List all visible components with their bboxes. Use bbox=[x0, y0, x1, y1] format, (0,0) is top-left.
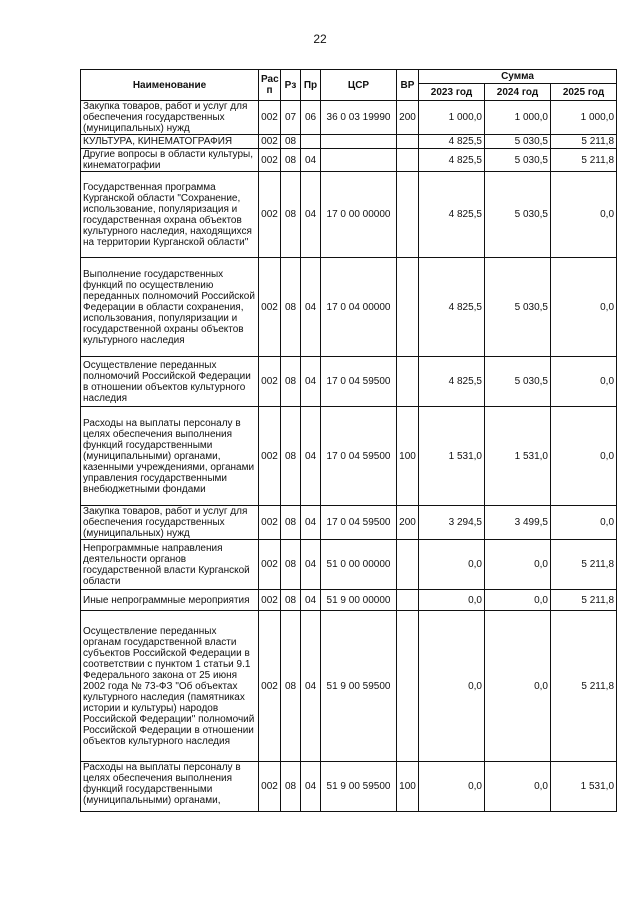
row-amount-2025: 0,0 bbox=[551, 357, 617, 407]
row-name: Непрограммные направления деятельности органов государственной власти Курганской области bbox=[81, 540, 259, 590]
header-rz: Рз bbox=[281, 70, 301, 101]
row-rz: 08 bbox=[281, 258, 301, 357]
row-ras: 002 bbox=[259, 172, 281, 258]
row-amount-2025: 5 211,8 bbox=[551, 590, 617, 611]
row-vr bbox=[397, 172, 419, 258]
table-row bbox=[81, 172, 617, 258]
row-amount-2024: 0,0 bbox=[485, 590, 551, 611]
row-rz: 08 bbox=[281, 762, 301, 812]
row-amount-2025: 5 211,8 bbox=[551, 149, 617, 172]
row-amount-2025: 5 211,8 bbox=[551, 611, 617, 762]
row-amount-2023: 4 825,5 bbox=[419, 149, 485, 172]
row-amount-2024: 3 499,5 bbox=[485, 506, 551, 540]
row-amount-2024: 5 030,5 bbox=[485, 357, 551, 407]
row-ras: 002 bbox=[259, 135, 281, 149]
row-pr: 04 bbox=[301, 172, 321, 258]
row-csr: 17 0 04 00000 bbox=[321, 258, 397, 357]
row-ras: 002 bbox=[259, 590, 281, 611]
row-amount-2023: 1 000,0 bbox=[419, 101, 485, 135]
row-pr: 06 bbox=[301, 101, 321, 135]
row-name: Осуществление переданных органам государственной власти субъектов Российской Федерации в соответствии с пунктом 1 статьи 9.1 Федерального закона от 25 июня 2002 года № 73-ФЗ "Об объектах культурного наследия (памятниках истории и культуры) народов Российской Федерации" полномочий Российской Федерации в отношении объектов культурного наследия bbox=[81, 611, 259, 762]
row-rz: 08 bbox=[281, 135, 301, 149]
row-amount-2025: 5 211,8 bbox=[551, 135, 617, 149]
row-pr: 04 bbox=[301, 506, 321, 540]
row-amount-2024: 5 030,5 bbox=[485, 149, 551, 172]
row-pr: 04 bbox=[301, 149, 321, 172]
row-ras: 002 bbox=[259, 506, 281, 540]
row-amount-2023: 0,0 bbox=[419, 540, 485, 590]
row-amount-2025: 0,0 bbox=[551, 506, 617, 540]
table-row bbox=[81, 101, 617, 135]
row-name: Осуществление переданных полномочий Российской Федерации в отношении объектов культурного наследия bbox=[81, 357, 259, 407]
row-vr bbox=[397, 357, 419, 407]
row-amount-2025: 1 531,0 bbox=[551, 762, 617, 812]
row-ras: 002 bbox=[259, 540, 281, 590]
row-csr: 51 9 00 59500 bbox=[321, 762, 397, 812]
row-vr bbox=[397, 149, 419, 172]
row-ras: 002 bbox=[259, 611, 281, 762]
row-amount-2023: 4 825,5 bbox=[419, 357, 485, 407]
row-csr: 17 0 00 00000 bbox=[321, 172, 397, 258]
row-pr: 04 bbox=[301, 590, 321, 611]
row-vr: 200 bbox=[397, 101, 419, 135]
row-rz: 08 bbox=[281, 172, 301, 258]
row-amount-2024: 1 531,0 bbox=[485, 407, 551, 506]
row-amount-2025: 5 211,8 bbox=[551, 540, 617, 590]
row-vr bbox=[397, 258, 419, 357]
table-row bbox=[81, 357, 617, 407]
row-ras: 002 bbox=[259, 101, 281, 135]
row-ras: 002 bbox=[259, 149, 281, 172]
row-vr: 100 bbox=[397, 762, 419, 812]
header-pr: Пр bbox=[301, 70, 321, 101]
row-name: Выполнение государственных функций по осуществлению переданных полномочий Российской Федерации в области сохранения, использования, популяризации и государственной охраны объектов культурного наследия bbox=[81, 258, 259, 357]
row-pr: 04 bbox=[301, 357, 321, 407]
row-name: Другие вопросы в области культуры, кинематографии bbox=[81, 149, 259, 172]
row-vr bbox=[397, 611, 419, 762]
row-name: Расходы на выплаты персоналу в целях обеспечения выполнения функций государственными (муниципальными) органами, казенными учреждениями, органами управления государственными внебюджетными фондами bbox=[81, 407, 259, 506]
row-amount-2023: 1 531,0 bbox=[419, 407, 485, 506]
row-amount-2024: 5 030,5 bbox=[485, 172, 551, 258]
row-ras: 002 bbox=[259, 762, 281, 812]
header-name: Наименование bbox=[81, 70, 259, 101]
row-amount-2023: 0,0 bbox=[419, 611, 485, 762]
row-name: Расходы на выплаты персоналу в целях обеспечения выполнения функций государственными (муниципальными) органами, bbox=[81, 762, 259, 812]
row-vr: 100 bbox=[397, 407, 419, 506]
row-pr: 04 bbox=[301, 407, 321, 506]
row-vr bbox=[397, 540, 419, 590]
row-ras: 002 bbox=[259, 407, 281, 506]
row-rz: 08 bbox=[281, 540, 301, 590]
row-amount-2024: 0,0 bbox=[485, 611, 551, 762]
row-csr: 51 0 00 00000 bbox=[321, 540, 397, 590]
row-pr: 04 bbox=[301, 762, 321, 812]
row-csr: 17 0 04 59500 bbox=[321, 506, 397, 540]
row-amount-2025: 0,0 bbox=[551, 172, 617, 258]
row-csr bbox=[321, 135, 397, 149]
table-row bbox=[81, 540, 617, 590]
table-body bbox=[81, 101, 617, 812]
row-name: Закупка товаров, работ и услуг для обеспечения государственных (муниципальных) нужд bbox=[81, 101, 259, 135]
header-vr: ВР bbox=[397, 70, 419, 101]
row-csr: 36 0 03 19990 bbox=[321, 101, 397, 135]
row-amount-2025: 0,0 bbox=[551, 407, 617, 506]
row-rz: 08 bbox=[281, 407, 301, 506]
table-row bbox=[81, 149, 617, 172]
header-ras: Рас п bbox=[259, 70, 281, 101]
row-pr: 04 bbox=[301, 611, 321, 762]
row-rz: 08 bbox=[281, 357, 301, 407]
row-rz: 08 bbox=[281, 506, 301, 540]
table-row bbox=[81, 611, 617, 762]
row-pr: 04 bbox=[301, 540, 321, 590]
row-amount-2023: 0,0 bbox=[419, 590, 485, 611]
header-csr: ЦСР bbox=[321, 70, 397, 101]
table-row bbox=[81, 135, 617, 149]
header-year-2024: 2024 год bbox=[485, 84, 551, 101]
row-csr: 51 9 00 59500 bbox=[321, 611, 397, 762]
table-row bbox=[81, 506, 617, 540]
row-csr bbox=[321, 149, 397, 172]
table-row bbox=[81, 590, 617, 611]
budget-table bbox=[80, 69, 617, 812]
header-year-2025: 2025 год bbox=[551, 84, 617, 101]
table-row bbox=[81, 407, 617, 506]
row-amount-2023: 0,0 bbox=[419, 762, 485, 812]
page-number: 22 bbox=[313, 32, 327, 46]
row-rz: 08 bbox=[281, 590, 301, 611]
row-vr bbox=[397, 590, 419, 611]
row-csr: 17 0 04 59500 bbox=[321, 407, 397, 506]
table-row bbox=[81, 258, 617, 357]
row-pr: 04 bbox=[301, 258, 321, 357]
row-ras: 002 bbox=[259, 258, 281, 357]
row-vr: 200 bbox=[397, 506, 419, 540]
row-amount-2024: 0,0 bbox=[485, 762, 551, 812]
row-name: КУЛЬТУРА, КИНЕМАТОГРАФИЯ bbox=[81, 135, 259, 149]
row-rz: 08 bbox=[281, 149, 301, 172]
row-amount-2023: 3 294,5 bbox=[419, 506, 485, 540]
header-year-2023: 2023 год bbox=[419, 84, 485, 101]
row-amount-2023: 4 825,5 bbox=[419, 258, 485, 357]
row-rz: 08 bbox=[281, 611, 301, 762]
table-row bbox=[81, 762, 617, 812]
row-csr: 17 0 04 59500 bbox=[321, 357, 397, 407]
header-sum: Сумма bbox=[419, 70, 617, 84]
row-name: Иные непрограммные мероприятия bbox=[81, 590, 259, 611]
row-amount-2024: 5 030,5 bbox=[485, 258, 551, 357]
row-amount-2023: 4 825,5 bbox=[419, 135, 485, 149]
row-vr bbox=[397, 135, 419, 149]
row-amount-2025: 1 000,0 bbox=[551, 101, 617, 135]
row-name: Закупка товаров, работ и услуг для обеспечения государственных (муниципальных) нужд bbox=[81, 506, 259, 540]
row-rz: 07 bbox=[281, 101, 301, 135]
row-name: Государственная программа Курганской области "Сохранение, использование, популяризация и государственная охрана объектов культурного наследия, находящихся на территории Курганской области" bbox=[81, 172, 259, 258]
row-amount-2025: 0,0 bbox=[551, 258, 617, 357]
row-amount-2024: 1 000,0 bbox=[485, 101, 551, 135]
row-ras: 002 bbox=[259, 357, 281, 407]
row-amount-2023: 4 825,5 bbox=[419, 172, 485, 258]
row-csr: 51 9 00 00000 bbox=[321, 590, 397, 611]
row-amount-2024: 0,0 bbox=[485, 540, 551, 590]
row-pr bbox=[301, 135, 321, 149]
row-amount-2024: 5 030,5 bbox=[485, 135, 551, 149]
